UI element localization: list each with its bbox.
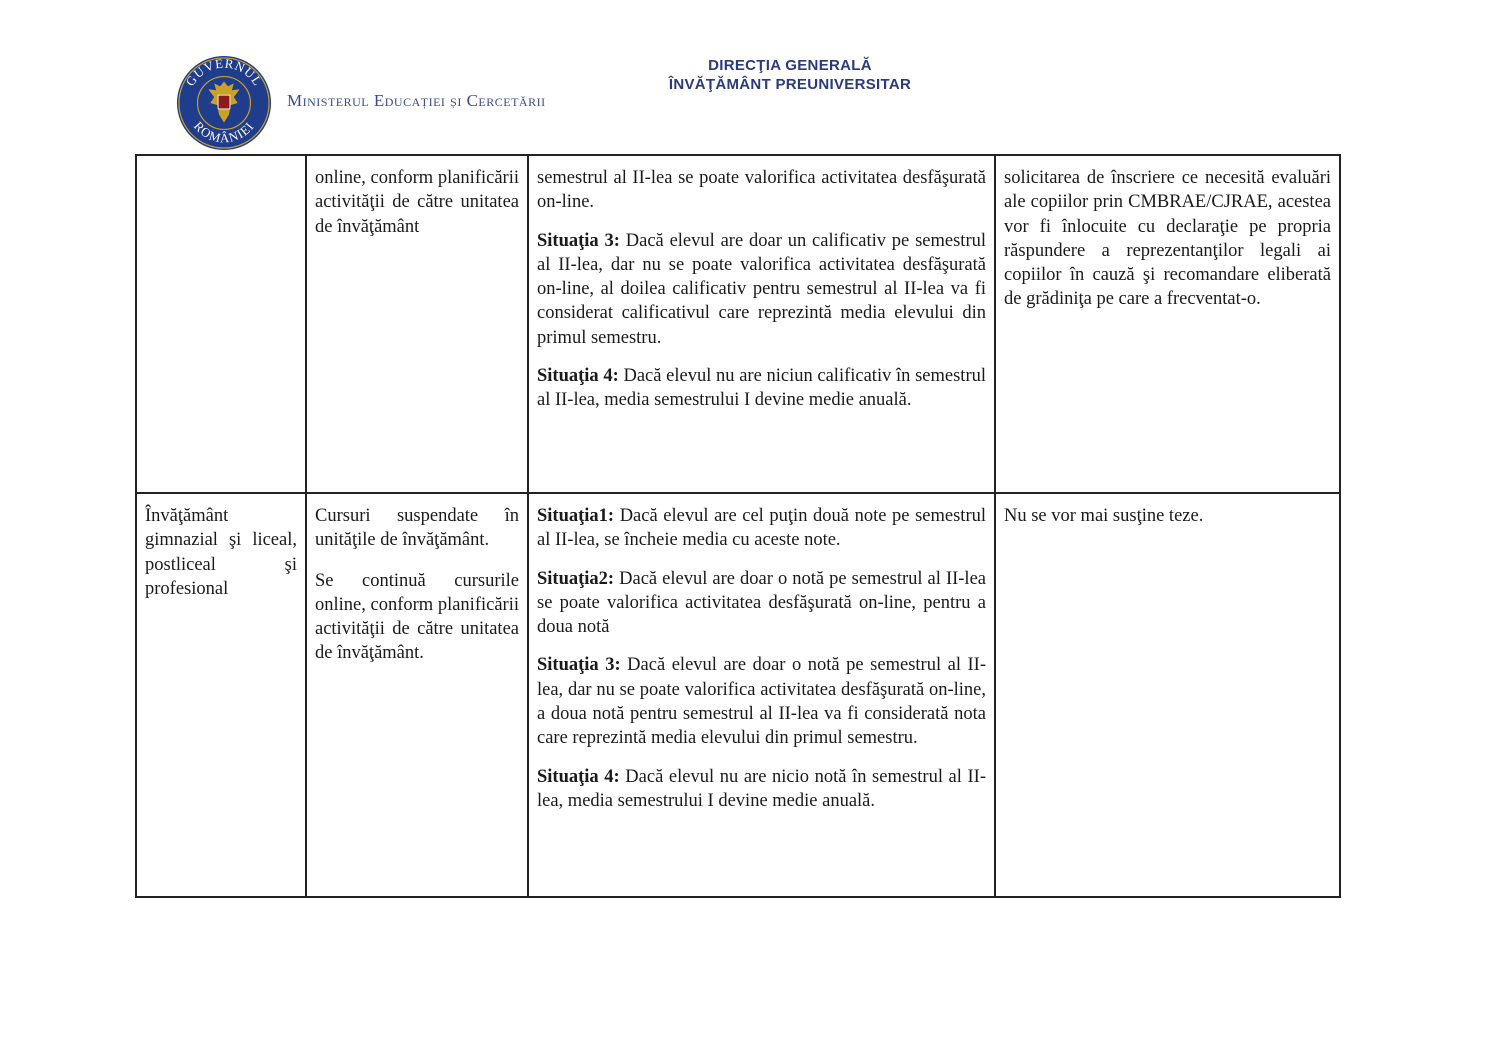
directorate-title — [640, 56, 940, 94]
situation-paragraph: Situaţia 3: Dacă elevul are doar o notă pe semestrul al II-lea, dar nu se poate valorifica activitatea desfăşurată on-line, a doua notă pentru semestrul al II-lea va fi considerată nota care reprezintă media elevului din primul semestru. — [537, 655, 987, 749]
situation-paragraph: Situaţia2: Dacă elevul are doar o notă pe semestrul al II-lea se poate valorifica activitatea desfăşurată on-line, pentru a doua notă — [537, 568, 986, 638]
table-row — [136, 493, 1340, 897]
situation-paragraph: semestrul al II-lea se poate valorifica activitatea desfăşurată on-line. — [537, 168, 986, 213]
document-header — [0, 0, 1500, 150]
svg-text:ROMÂNIEI: ROMÂNIEI — [190, 119, 257, 146]
mode-cell — [306, 493, 528, 897]
ministry-name: Ministerul Educației și Cercetării — [287, 91, 546, 110]
measures-table — [135, 154, 1341, 898]
mode-paragraph: online, conform planificării activităţii de către unitatea de învăţământ — [315, 168, 519, 237]
directorate-line-1: DIRECŢIA GENERALĂ — [708, 57, 872, 74]
table-row — [136, 155, 1340, 493]
level-cell: Învăţământ gimnazial şi liceal, postliceal şi profesional — [136, 493, 306, 897]
observations-cell: solicitarea de înscriere ce necesită evaluări ale copiilor prin CMBRAE/CJRAE, acestea vor fi înlocuite cu declaraţie pe propria răspundere a reprezentanţilor legali ai copiilor în cauză şi recomandare eliberată de grădiniţa pe care a frecventat-o. — [995, 155, 1340, 493]
situation-paragraph: Situaţia 4: Dacă elevul nu are niciun calificativ în semestrul al II-lea, media semestrului I devine medie anuală. — [537, 366, 986, 411]
situation-paragraph: Situaţia1: Dacă elevul are cel puţin două note pe semestrul al II-lea, se încheie media cu aceste note. — [537, 506, 986, 551]
mode-paragraph: Cursuri suspendate în unităţile de învăţământ. — [315, 506, 519, 551]
situation-paragraph: Situaţia 4: Dacă elevul nu are nicio notă în semestrul al II-lea, media semestrului I devine medie anuală. — [537, 766, 986, 811]
observations-cell: Nu se vor mai susţine teze. — [995, 493, 1340, 897]
mode-paragraph: Se continuă cursurile online, conform planificării activităţii de către unitatea de învăţământ. — [315, 570, 519, 664]
svg-text:GUVERNUL: GUVERNUL — [183, 56, 265, 89]
situations-cell — [528, 155, 995, 493]
directorate-line-2: ÎNVĂŢĂMÂNT PREUNIVERSITAR — [668, 76, 912, 93]
level-cell — [136, 155, 306, 493]
government-seal-icon — [175, 54, 273, 152]
mode-cell — [306, 155, 528, 493]
situation-paragraph: Situaţia 3: Dacă elevul are doar un calificativ pe semestrul al II-lea, dar nu se poate valorifica activitatea desfăşurată on-line, al doilea calificativ pentru semestrul al II-lea va fi considerat calificativul care reprezintă media elevului din primul semestru. — [537, 230, 987, 348]
situations-cell — [528, 493, 995, 897]
